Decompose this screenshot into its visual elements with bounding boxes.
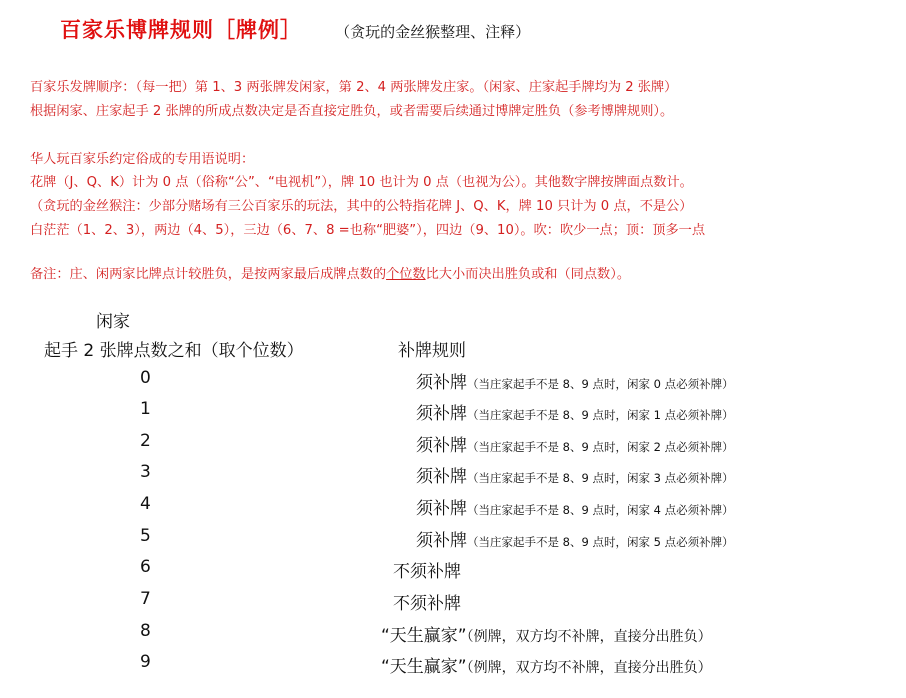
row-points: 9 <box>140 652 151 672</box>
intro-line-2: 根据闲家、庄家起手 2 张牌的所成点数决定是否直接定胜负，或者需要后续通过博牌定胜负（参考博牌规则）。 <box>30 104 674 119</box>
terms-heading: 华人玩百家乐约定俗成的专用语说明： <box>30 152 255 167</box>
table-row <box>0 431 906 463</box>
table-row <box>0 557 906 589</box>
page-title: 百家乐博牌规则［牌例］ <box>60 18 302 42</box>
table-row <box>0 589 906 621</box>
col1-header: 起手 2 张牌点数之和（取个位数） <box>44 341 304 361</box>
table-row <box>0 494 906 526</box>
table-row <box>0 621 906 653</box>
terms-line-3: 白茫茫（1、2、3），两边（4、5），三边（6、7、8 =也称“肥婆”），四边（9、10）。吹：吹少一点；顶：顶多一点 <box>30 223 706 238</box>
remark-after: 比大小而决出胜负或和（同点数）。 <box>425 267 631 282</box>
row-rule: 须补牌（当庄家起手不是 8、9 点时，闲家 2 点必须补牌） <box>416 436 734 456</box>
row-points: 7 <box>140 589 151 609</box>
col2-header: 补牌规则 <box>398 341 466 361</box>
table-row <box>0 526 906 558</box>
player-label: 闲家 <box>96 312 130 332</box>
row-points: 1 <box>140 399 151 419</box>
remark-line <box>30 263 630 282</box>
table-row <box>0 652 906 684</box>
row-rule: 须补牌（当庄家起手不是 8、9 点时，闲家 0 点必须补牌） <box>416 373 734 393</box>
terms-line-2: （贪玩的金丝猴注：少部分赌场有三公百家乐的玩法，其中的公特指花牌 J、Q、K，牌 10 只计为 0 点，不是公） <box>30 199 693 214</box>
table-row <box>0 462 906 494</box>
row-rule: “天生赢家”（例牌，双方均不补牌，直接分出胜负） <box>381 657 712 677</box>
terms-line-1: 花牌（J、Q、K）计为 0 点（俗称“公”、“电视机”），牌 10 也计为 0 点（也视为公）。其他数字牌按牌面点数计。 <box>30 175 693 190</box>
row-rule: 须补牌（当庄家起手不是 8、9 点时，闲家 5 点必须补牌） <box>416 531 734 551</box>
page-subtitle: （贪玩的金丝猴整理、注释） <box>335 23 531 41</box>
remark-before: 备注：庄、闲两家比牌点计较胜负，是按两家最后成牌点数的 <box>30 267 387 282</box>
row-points: 4 <box>140 494 151 514</box>
row-rule: 须补牌（当庄家起手不是 8、9 点时，闲家 3 点必须补牌） <box>416 467 734 487</box>
row-points: 8 <box>140 621 151 641</box>
row-points: 0 <box>140 368 151 388</box>
row-rule: 须补牌（当庄家起手不是 8、9 点时，闲家 1 点必须补牌） <box>416 404 734 424</box>
title-row <box>60 14 530 44</box>
row-rule: “天生赢家”（例牌，双方均不补牌，直接分出胜负） <box>381 626 712 646</box>
remark-underlined: 个位数 <box>386 267 426 282</box>
row-points: 5 <box>140 526 151 546</box>
row-points: 3 <box>140 462 151 482</box>
table-row <box>0 368 906 400</box>
row-points: 6 <box>140 557 151 577</box>
intro-line-1: 百家乐发牌顺序：（每一把）第 1、3 两张牌发闲家，第 2、4 两张牌发庄家。（闲家、庄家起手牌均为 2 张牌） <box>30 80 678 95</box>
row-rule: 不须补牌 <box>393 562 461 582</box>
row-points: 2 <box>140 431 151 451</box>
row-rule: 须补牌（当庄家起手不是 8、9 点时，闲家 4 点必须补牌） <box>416 499 734 519</box>
row-rule: 不须补牌 <box>393 594 461 614</box>
table-row <box>0 399 906 431</box>
